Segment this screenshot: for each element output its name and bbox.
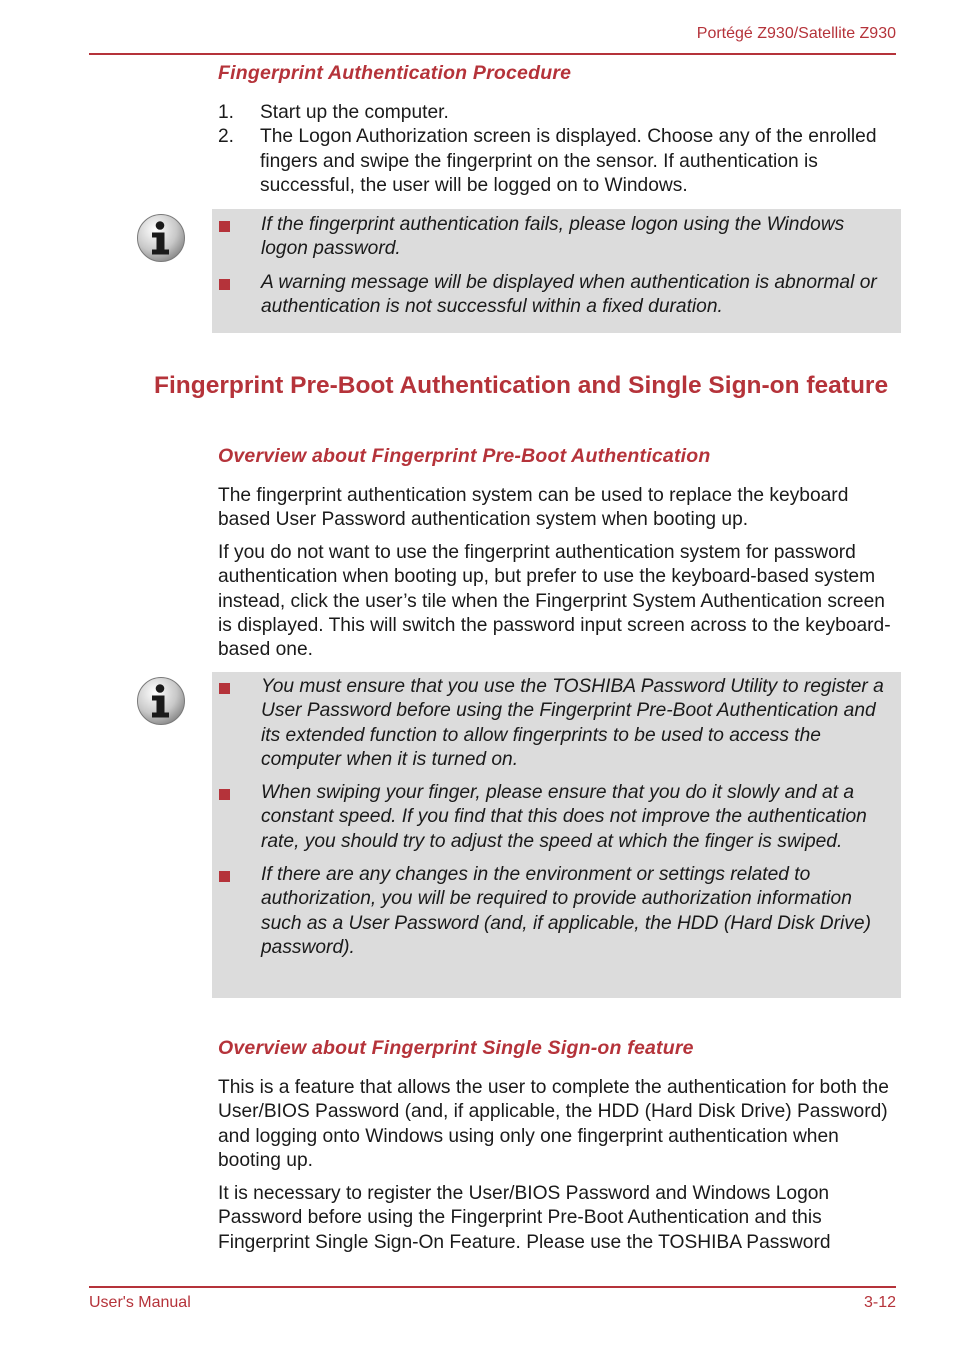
note-box	[212, 672, 901, 998]
step-number: 1.	[218, 102, 235, 123]
page-number: 3-12	[863, 1294, 896, 1311]
paragraph: The fingerprint authentication system can be used to replace the keyboard based User Password authentication system when booting up.	[218, 485, 849, 531]
procedure-steps	[218, 101, 898, 198]
note-box	[212, 209, 901, 333]
note-text: When swiping your finger, please ensure that you do it slowly and at a constant speed. If you find that this does not improve the authentication rate, you should try to adjust the speed at which the finger is swiped.	[261, 782, 867, 852]
note-list	[212, 675, 901, 960]
header-rule	[89, 53, 896, 55]
preboot-heading: Overview about Fingerprint Pre-Boot Authentication	[218, 445, 711, 467]
note-item	[212, 675, 901, 772]
note-text: If there are any changes in the environment or settings related to authorization, you will be required to provide authorization information such as a User Password (and, if applicable, the HDD (Hard Disk Drive) password).	[261, 864, 871, 958]
step-text: The Logon Authorization screen is displayed. Choose any of the enrolled fingers and swipe the fingerprint on the sensor. If authentication is successful, the user will be logged on to Windows.	[260, 126, 877, 196]
info-icon	[136, 676, 186, 726]
sso-heading: Overview about Fingerprint Single Sign-on feature	[218, 1037, 694, 1059]
bullet-icon	[219, 683, 230, 694]
step-number: 2.	[218, 126, 235, 148]
step-item	[218, 125, 898, 198]
paragraph: If you do not want to use the fingerprint authentication system for password authentication when booting up, but prefer to use the keyboard-based system instead, click the user’s tile when the Fingerprint System Authentication screen is displayed. This will switch the password input screen across to the keyboard-based one.	[218, 542, 891, 661]
footer-manual-title: User's Manual	[89, 1294, 191, 1311]
note-item	[212, 271, 901, 320]
note-text: If the fingerprint authentication fails, please logon using the Windows logon password.	[261, 214, 845, 260]
step-item	[218, 101, 898, 125]
note-item	[212, 781, 901, 854]
bullet-icon	[219, 221, 230, 232]
bullet-icon	[219, 279, 230, 290]
section-heading: Fingerprint Pre-Boot Authentication and Single Sign-on feature	[154, 372, 889, 399]
note-text: A warning message will be displayed when authentication is abnormal or authentication is not successful within a fixed duration.	[261, 271, 877, 317]
note-list	[212, 213, 901, 319]
note-item	[212, 863, 901, 960]
note-text: You must ensure that you use the TOSHIBA Password Utility to register a User Password before using the Fingerprint Pre-Boot Authentication and its extended function to allow fingerprints to be used to access the computer when it is turned on.	[261, 676, 884, 770]
header-title: Portégé Z930/Satellite Z930	[696, 25, 896, 42]
info-icon	[136, 213, 186, 263]
bullet-icon	[219, 789, 230, 800]
note-item	[212, 213, 901, 262]
bullet-icon	[219, 871, 230, 882]
step-text: Start up the computer.	[260, 102, 449, 123]
footer-rule	[89, 1286, 896, 1288]
paragraph: This is a feature that allows the user to complete the authentication for both the User/BIOS Password (and, if applicable, the HDD (Hard Disk Drive) Password) and logging onto Windows using only one fingerprint authentication when booting up.	[218, 1077, 889, 1171]
procedure-heading: Fingerprint Authentication Procedure	[218, 62, 572, 84]
paragraph: It is necessary to register the User/BIOS Password and Windows Logon Password before using the Fingerprint Pre-Boot Authentication and this Fingerprint Single Sign-On Feature. Please use the TOSHIBA Password	[218, 1183, 831, 1253]
